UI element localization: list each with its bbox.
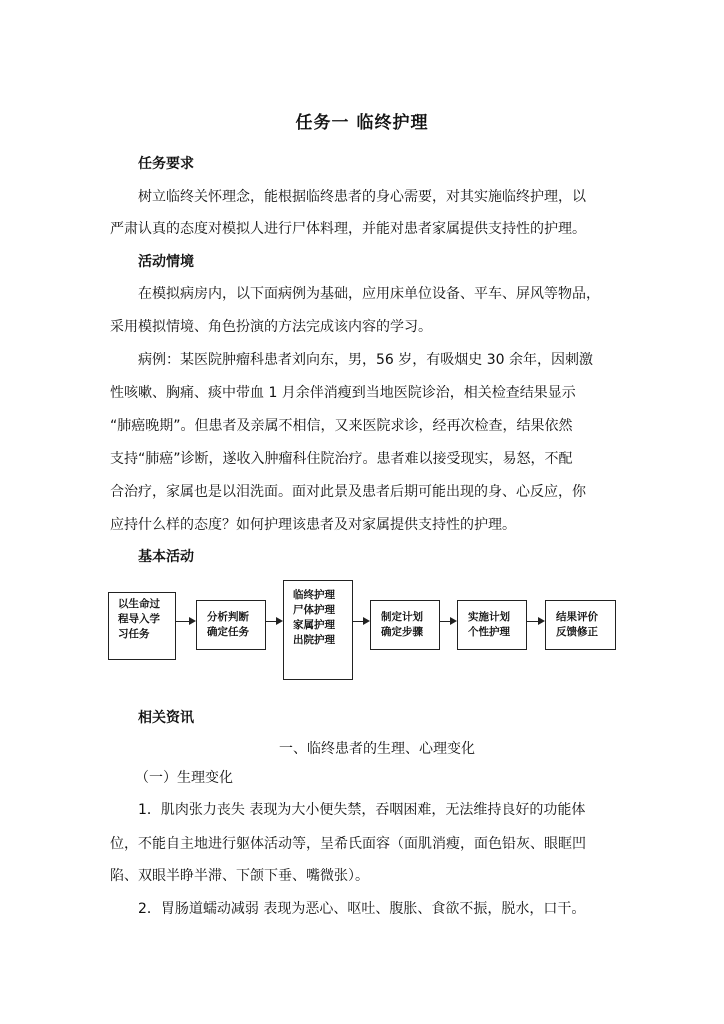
section-subtitle: 一、临终患者的生理、心理变化 — [279, 741, 475, 757]
paragraph-line: 位，不能自主地进行躯体活动等，呈希氏面容（面肌消瘦，面色铅灰、眼眶凹 — [110, 836, 586, 852]
flow-box-plan — [370, 600, 440, 650]
flow-box-analyze — [196, 600, 266, 650]
paragraph-line: 性咳嗽、胸痛、痰中带血 1 月余伴消瘦到当地医院诊治，相关检查结果显示 — [110, 385, 576, 401]
paragraph-line: 在模拟病房内，以下面病例为基础，应用床单位设备、平车、屏风等物品， — [138, 286, 600, 302]
paragraph-line: 支持“肺癌”诊断，遂收入肿瘤科住院治疗。患者难以接受现实，易怒，不配 — [110, 451, 573, 467]
flow-box-intro — [108, 592, 176, 660]
heading-basic-activities: 基本活动 — [138, 549, 194, 565]
heading-related-info: 相关资讯 — [138, 710, 194, 726]
paragraph-line: 陷、双眼半睁半滞、下颌下垂、嘴微张）。 — [110, 868, 369, 884]
flow-text: 临终护理 — [293, 589, 335, 601]
paragraph-line: 应持什么样的态度？如何护理该患者及对家属提供支持性的护理。 — [110, 517, 516, 533]
flow-box-implement — [457, 600, 527, 650]
flow-text: 实施计划 — [468, 611, 510, 623]
flow-text: 家属护理 — [293, 619, 335, 631]
flow-text: 程导入学 — [118, 613, 160, 625]
flow-text: 习任务 — [118, 628, 150, 640]
flow-text: 以生命过 — [118, 598, 160, 610]
flow-arrow — [527, 621, 543, 622]
paragraph-line: 采用模拟情境、角色扮演的方法完成该内容的学习。 — [110, 319, 432, 335]
flow-text: 尸体护理 — [293, 604, 335, 616]
paragraph-line: 合治疗，家属也是以泪洗面。面对此景及患者后期可能出现的身、心反应，你 — [110, 484, 586, 500]
flow-text: 确定任务 — [207, 626, 249, 638]
flow-text: 制定计划 — [381, 611, 423, 623]
flow-text: 分析判断 — [207, 611, 249, 623]
flow-text: 反馈修正 — [556, 626, 598, 638]
heading-activity-scenario: 活动情境 — [138, 254, 194, 270]
flow-text: 个性护理 — [468, 626, 510, 638]
flow-arrow — [266, 621, 281, 622]
flow-box-evaluate — [545, 600, 616, 650]
flow-arrow — [440, 621, 455, 622]
sub-heading: （一）生理变化 — [135, 770, 233, 786]
page-title: 任务一 临终护理 — [295, 113, 429, 133]
paragraph-line: 病例：某医院肿瘤科患者刘向东，男，56 岁，有吸烟史 30 余年，因刺激 — [138, 352, 593, 368]
flow-arrow — [353, 621, 368, 622]
flow-text: 出院护理 — [293, 634, 335, 646]
flow-arrow — [176, 621, 194, 622]
flow-box-care-types — [283, 580, 353, 680]
flow-text: 确定步骤 — [381, 626, 423, 638]
paragraph-line: 1．肌肉张力丧失 表现为大小便失禁，吞咽困难，无法维持良好的功能体 — [138, 802, 586, 818]
paragraph-line: 2．胃肠道蠕动减弱 表现为恶心、呕吐、腹胀、食欲不振，脱水，口干。 — [138, 901, 586, 917]
flow-text: 结果评价 — [556, 611, 598, 623]
heading-task-requirements: 任务要求 — [138, 156, 194, 172]
paragraph-line: 严肃认真的态度对模拟人进行尸体料理，并能对患者家属提供支持性的护理。 — [110, 221, 586, 237]
paragraph-line: 树立临终关怀理念，能根据临终患者的身心需要，对其实施临终护理，以 — [138, 189, 586, 205]
paragraph-line: “肺癌晚期”。但患者及亲属不相信，又来医院求诊，经再次检查，结果依然 — [110, 418, 573, 434]
